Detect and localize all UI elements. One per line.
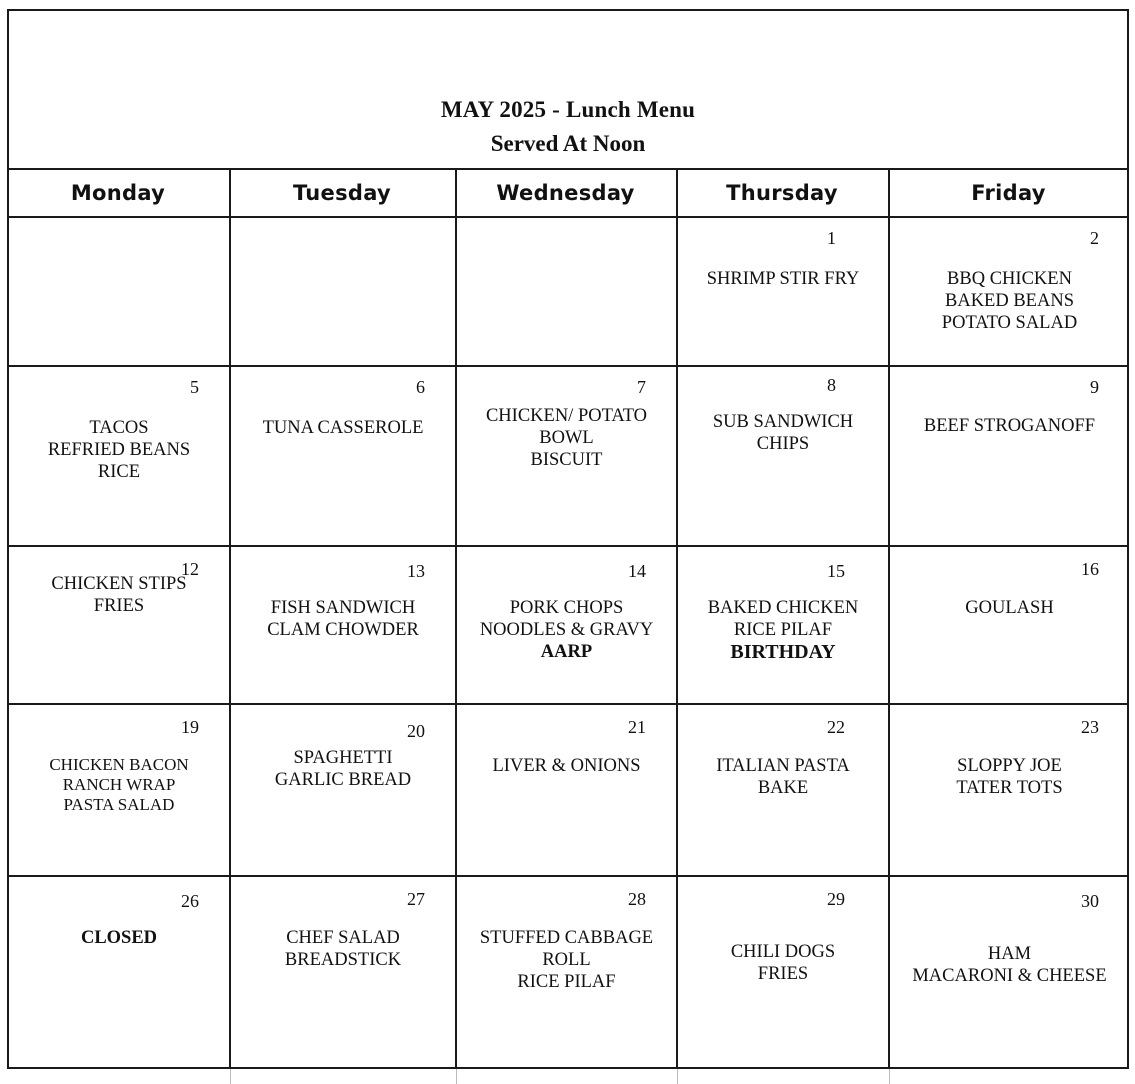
date-number: 13 <box>407 561 425 581</box>
menu-items <box>890 943 1129 987</box>
menu-items <box>457 927 676 993</box>
menu-items <box>678 411 888 455</box>
menu-item: CHEF SALAD <box>286 928 400 948</box>
menu-item: BIRTHDAY <box>730 641 836 663</box>
menu-item: PASTA SALAD <box>63 795 175 814</box>
menu-subtitle: Served At Noon <box>490 131 646 156</box>
menu-item: ROLL <box>542 950 591 970</box>
day-cell-21 <box>457 705 676 875</box>
menu-item: CHICKEN BACON <box>49 755 189 774</box>
date-number: 20 <box>407 721 425 741</box>
day-header-monday: Monday <box>70 181 166 205</box>
menu-item: CLAM CHOWDER <box>267 620 419 640</box>
day-cell-12 <box>9 547 229 703</box>
menu-item: STUFFED CABBAGE <box>479 928 654 948</box>
menu-item: MACARONI & CHEESE <box>912 966 1107 986</box>
date-number: 23 <box>1081 717 1099 737</box>
date-number: 2 <box>1090 228 1099 248</box>
menu-item: FISH SANDWICH <box>270 598 416 618</box>
menu-items <box>890 268 1129 334</box>
menu-item: CHICKEN STIPS <box>51 574 187 594</box>
menu-item: ITALIAN PASTA <box>716 756 850 776</box>
day-cell-13 <box>231 547 455 703</box>
day-cell-8 <box>678 367 888 545</box>
menu-item: BOWL <box>539 428 594 448</box>
menu-item: NOODLES & GRAVY <box>479 620 654 640</box>
date-number: 26 <box>181 891 199 911</box>
date-number: 28 <box>628 889 646 909</box>
date-number: 22 <box>827 717 845 737</box>
day-cell-7 <box>457 367 676 545</box>
empty-day-cell <box>231 218 455 365</box>
menu-item: TUNA CASSEROLE <box>262 418 424 438</box>
day-cell-15 <box>678 547 888 703</box>
menu-items <box>231 747 455 791</box>
menu-items <box>231 417 455 439</box>
day-header-wednesday: Wednesday <box>496 181 635 205</box>
day-header-friday: Friday <box>971 181 1046 205</box>
date-number: 15 <box>827 561 845 581</box>
date-number: 9 <box>1090 377 1099 397</box>
menu-item: SLOPPY JOE <box>957 756 1062 776</box>
menu-item: TATER TOTS <box>956 778 1063 798</box>
menu-item: BAKED CHICKEN <box>707 598 859 618</box>
menu-item: GOULASH <box>965 598 1054 618</box>
menu-item: BBQ CHICKEN <box>947 269 1072 289</box>
day-cell-14 <box>457 547 676 703</box>
date-number: 19 <box>181 717 199 737</box>
day-cell-2 <box>890 218 1129 365</box>
menu-item: AARP <box>540 642 593 662</box>
menu-item: HAM <box>987 944 1032 964</box>
date-number: 6 <box>416 377 425 397</box>
menu-items <box>678 941 888 985</box>
menu-item: CHILI DOGS <box>730 942 836 962</box>
menu-item: BEEF STROGANOFF <box>923 416 1096 436</box>
menu-item: BREADSTICK <box>284 950 402 970</box>
day-cell-5 <box>9 367 229 545</box>
menu-items <box>678 268 888 290</box>
menu-item: CLOSED <box>80 928 158 948</box>
menu-items <box>678 597 888 663</box>
menu-item: RANCH WRAP <box>62 775 176 794</box>
date-number: 8 <box>827 375 836 395</box>
menu-item: FRIES <box>93 596 145 616</box>
menu-items <box>9 927 229 949</box>
date-number: 29 <box>827 889 845 909</box>
menu-items <box>9 755 229 815</box>
menu-item: LIVER & ONIONS <box>492 756 641 776</box>
menu-item: CHICKEN/ POTATO <box>485 406 648 426</box>
menu-items <box>457 405 676 471</box>
menu-item: PORK CHOPS <box>509 598 624 618</box>
menu-item: FRIES <box>757 964 809 984</box>
menu-items <box>231 927 455 971</box>
day-header-thursday: Thursday <box>726 181 838 205</box>
menu-item: TACOS <box>89 418 149 438</box>
day-cell-9 <box>890 367 1129 545</box>
menu-items <box>9 417 229 483</box>
menu-items <box>678 755 888 799</box>
day-cell-29 <box>678 877 888 1068</box>
menu-item: GARLIC BREAD <box>274 770 412 790</box>
day-header-tuesday: Tuesday <box>292 181 392 205</box>
day-cell-19 <box>9 705 229 875</box>
date-number: 5 <box>190 377 199 397</box>
menu-item: BAKED BEANS <box>945 291 1074 311</box>
date-number: 27 <box>407 889 425 909</box>
menu-item: RICE PILAF <box>517 972 616 992</box>
day-cell-1 <box>678 218 888 365</box>
menu-item: SPAGHETTI <box>293 748 393 768</box>
date-number: 14 <box>628 561 646 581</box>
menu-item: SUB SANDWICH <box>712 412 854 432</box>
day-cell-23 <box>890 705 1129 875</box>
menu-items <box>457 755 676 777</box>
menu-title: MAY 2025 - Lunch Menu <box>440 97 696 122</box>
date-number: 21 <box>628 717 646 737</box>
menu-item: BAKE <box>757 778 809 798</box>
empty-day-cell <box>457 218 676 365</box>
empty-day-cell <box>9 218 229 365</box>
menu-items <box>890 597 1129 619</box>
bottom-edge <box>7 1069 1129 1084</box>
day-cell-28 <box>457 877 676 1068</box>
day-cell-16 <box>890 547 1129 703</box>
menu-items <box>9 573 229 617</box>
date-number: 1 <box>827 228 836 248</box>
menu-item: BISCUIT <box>530 450 603 470</box>
date-number: 12 <box>181 559 199 579</box>
day-cell-26 <box>9 877 229 1068</box>
menu-item: REFRIED BEANS <box>47 440 191 460</box>
title-block <box>9 11 1127 169</box>
menu-items <box>890 415 1129 437</box>
menu-item: POTATO SALAD <box>941 313 1078 333</box>
menu-items <box>890 755 1129 799</box>
menu-item: CHIPS <box>756 434 810 454</box>
menu-item: RICE <box>97 462 141 482</box>
menu-item: SHRIMP STIR FRY <box>706 269 860 289</box>
date-number: 30 <box>1081 891 1099 911</box>
menu-items <box>457 597 676 663</box>
date-number: 16 <box>1081 559 1099 579</box>
date-number: 7 <box>637 377 646 397</box>
day-cell-6 <box>231 367 455 545</box>
menu-items <box>231 597 455 641</box>
menu-item: RICE PILAF <box>733 620 833 640</box>
day-cell-27 <box>231 877 455 1068</box>
day-cell-20 <box>231 705 455 875</box>
day-cell-22 <box>678 705 888 875</box>
day-cell-30 <box>890 877 1129 1068</box>
